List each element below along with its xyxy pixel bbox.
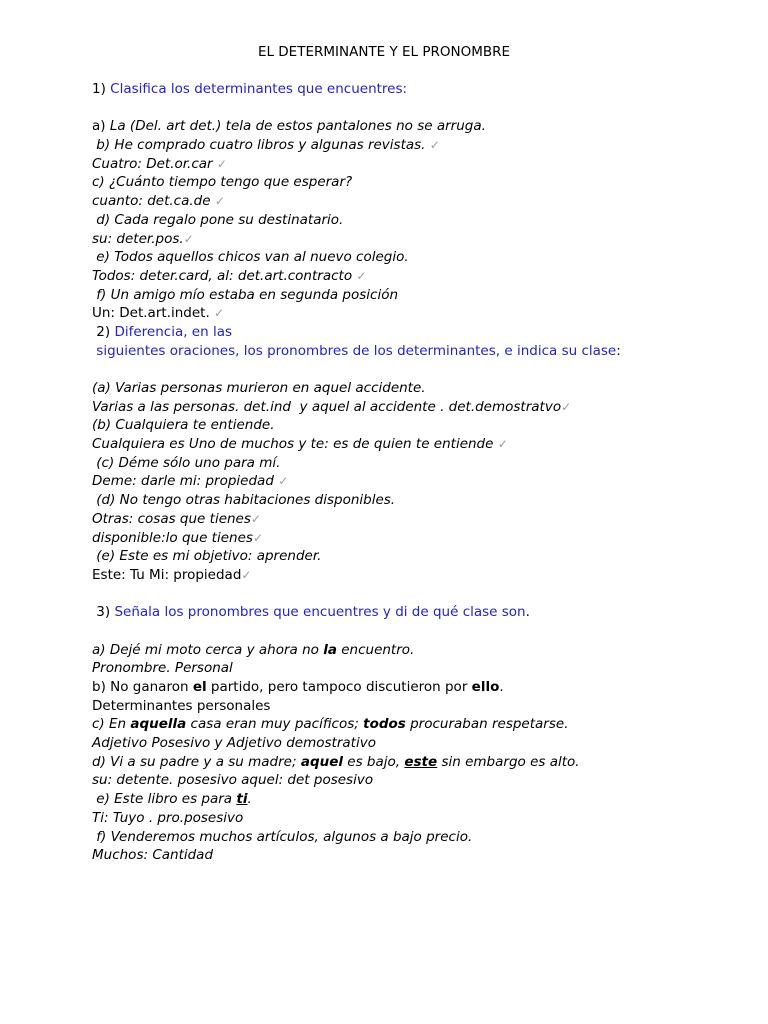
q1-f-answer: Un: Det.art.indet. — [92, 305, 215, 322]
q3-answer-d: su: detente. posesivo aquel: det posesivo — [92, 772, 374, 789]
q3-item-a — [92, 641, 752, 660]
document-title: EL DETERMINANTE Y EL PRONOMBRE — [257, 44, 511, 60]
q2-item-a: (a) Varias personas murieron en aquel accidente. — [92, 380, 426, 396]
question-1-heading — [92, 80, 752, 99]
blank-line — [92, 585, 752, 604]
question-3-heading — [92, 603, 752, 622]
q2-answer-c — [92, 472, 752, 491]
check-icon: ✓ — [252, 530, 263, 545]
q1-prompt: Clasifica los determinantes que encuentres: — [110, 81, 408, 97]
q3-answer-a: Pronombre. Personal — [92, 660, 233, 677]
q2-item-c: (c) Déme sólo uno para mí. — [92, 454, 281, 471]
q3-item-c — [92, 715, 752, 734]
q3-b-mid: partido, pero tampoco discutieron por — [206, 679, 472, 695]
q2-number: 2) — [92, 323, 115, 340]
q3-answer-b: Determinantes personales — [92, 697, 271, 714]
q1-e-answer: Todos: deter.card, al: det.art.contracto — [92, 267, 357, 284]
q3-d-pre: d) Vi a su padre y a su madre; — [92, 753, 301, 770]
check-icon: ✓ — [216, 156, 227, 171]
q3-c-mid: casa eran muy pacíficos; — [186, 716, 364, 733]
q1-answer-b — [92, 155, 752, 174]
check-icon: ✓ — [278, 474, 289, 489]
question-2-heading-cont — [92, 342, 752, 361]
check-icon: ✓ — [183, 231, 194, 246]
check-icon: ✓ — [429, 138, 440, 153]
q2-answer-e — [92, 566, 752, 585]
q1-d-answer: su: deter.pos. — [92, 230, 184, 247]
q1-item-c: c) ¿Cuánto tiempo tengo que esperar? — [92, 174, 353, 191]
blank-line — [92, 360, 752, 379]
q2-answer-d-1 — [92, 510, 752, 529]
q1-item-b — [92, 136, 752, 155]
check-icon: ✓ — [356, 268, 367, 283]
q3-b-bold1: el — [192, 679, 207, 695]
q2-answer-a — [92, 398, 752, 417]
q1-answer-c — [92, 192, 752, 211]
check-icon: ✓ — [214, 194, 225, 209]
q2-answer-d-2 — [92, 529, 752, 548]
q3-answer-f: Muchos: Cantidad — [92, 847, 214, 864]
q3-prompt: Señala los pronombres que encuentres y di de qué clase son — [114, 604, 526, 621]
check-icon: ✓ — [497, 437, 508, 452]
q3-c-bold1: aquella — [130, 716, 187, 733]
q2-item-e: (e) Este es mi objetivo: aprender. — [92, 548, 322, 565]
q1-c-answer: cuanto: det.ca.de — [92, 193, 215, 210]
q1-a-text: La (Del. art det.) tela de estos pantalones no se arruga. — [109, 118, 486, 135]
q3-item-e — [92, 790, 752, 809]
q3-e-pre: e) Este libro es para — [92, 791, 237, 808]
q3-c-post: procuraban respetarse. — [405, 716, 569, 733]
question-2-heading — [92, 323, 752, 342]
check-icon: ✓ — [214, 306, 225, 321]
q3-c-bold2: todos — [363, 716, 406, 733]
q3-number: 3) — [92, 604, 115, 621]
check-icon: ✓ — [561, 399, 572, 414]
q3-d-bold1: aquel — [300, 753, 343, 770]
q1-a-prefix: a) — [92, 118, 110, 135]
q3-item-f: f) Venderemos muchos artículos, algunos a bajo precio. — [92, 828, 473, 845]
q2-d-answer1: Otras: cosas que tienes — [92, 510, 251, 527]
q1-answer-d — [92, 230, 752, 249]
q2-prompt-line2: siguientes oraciones, los pronombres de los determinantes, e indica su clase — [92, 342, 617, 359]
q2-item-d: (d) No tengo otras habitaciones disponibles. — [92, 492, 396, 509]
q1-number: 1) — [92, 81, 111, 97]
q3-prompt-end: . — [525, 604, 530, 621]
q3-item-b — [92, 678, 752, 697]
q3-d-bold2: este — [404, 753, 438, 770]
q3-a-pre: a) Dejé mi moto cerca y ahora no — [92, 641, 324, 658]
q1-item-d: d) Cada regalo pone su destinatario. — [92, 211, 344, 228]
q1-item-e: e) Todos aquellos chicos van al nuevo colegio. — [92, 249, 409, 266]
q2-b-answer: Cualquiera es Uno de muchos y te: es de quien te entiende — [92, 436, 498, 453]
blank-line — [92, 99, 752, 118]
document-body — [92, 80, 752, 865]
q2-a-answer: Varias a las personas. det.ind y aquel al accidente . det.demostratvo — [92, 398, 562, 415]
q3-d-mid: es bajo, — [343, 753, 405, 770]
q3-a-bold: la — [323, 641, 337, 658]
check-icon: ✓ — [241, 567, 252, 582]
q3-b-pre: b) No ganaron — [92, 679, 193, 695]
q3-b-bold2: ello — [471, 679, 500, 695]
q3-b-post: . — [499, 679, 504, 695]
q2-e-answer: Este: Tu Mi: propiedad — [92, 566, 242, 583]
q3-item-d — [92, 753, 752, 772]
q2-c-answer: Deme: darle mi: propiedad — [92, 473, 279, 490]
check-icon: ✓ — [250, 511, 261, 526]
q2-prompt-end: : — [616, 342, 621, 359]
q1-answer-e — [92, 267, 752, 286]
q1-b-text: b) He comprado cuatro libros y algunas revistas. — [92, 137, 430, 154]
q2-item-b: (b) Cualquiera te entiende. — [92, 417, 275, 434]
q3-e-bold: ti — [236, 791, 248, 808]
q2-prompt-line1: Diferencia, en las — [114, 323, 233, 340]
q3-a-post: encuentro. — [336, 641, 415, 658]
q3-d-post: sin embargo es alto. — [437, 753, 580, 770]
q1-b-answer: Cuatro: Det.or.car — [92, 155, 217, 172]
q1-item-f: f) Un amigo mío estaba en segunda posición — [92, 286, 399, 303]
q2-answer-b — [92, 435, 752, 454]
blank-line — [92, 622, 752, 641]
q1-item-a — [92, 117, 752, 136]
q3-e-post: . — [247, 791, 252, 808]
q3-answer-e: Ti: Tuyo . pro.posesivo — [92, 809, 244, 826]
q3-c-pre: c) En — [92, 716, 131, 733]
q2-d-answer2: disponible:lo que tienes — [92, 529, 253, 546]
q3-answer-c: Adjetivo Posesivo y Adjetivo demostrativo — [92, 735, 376, 752]
q1-answer-f — [92, 304, 752, 323]
